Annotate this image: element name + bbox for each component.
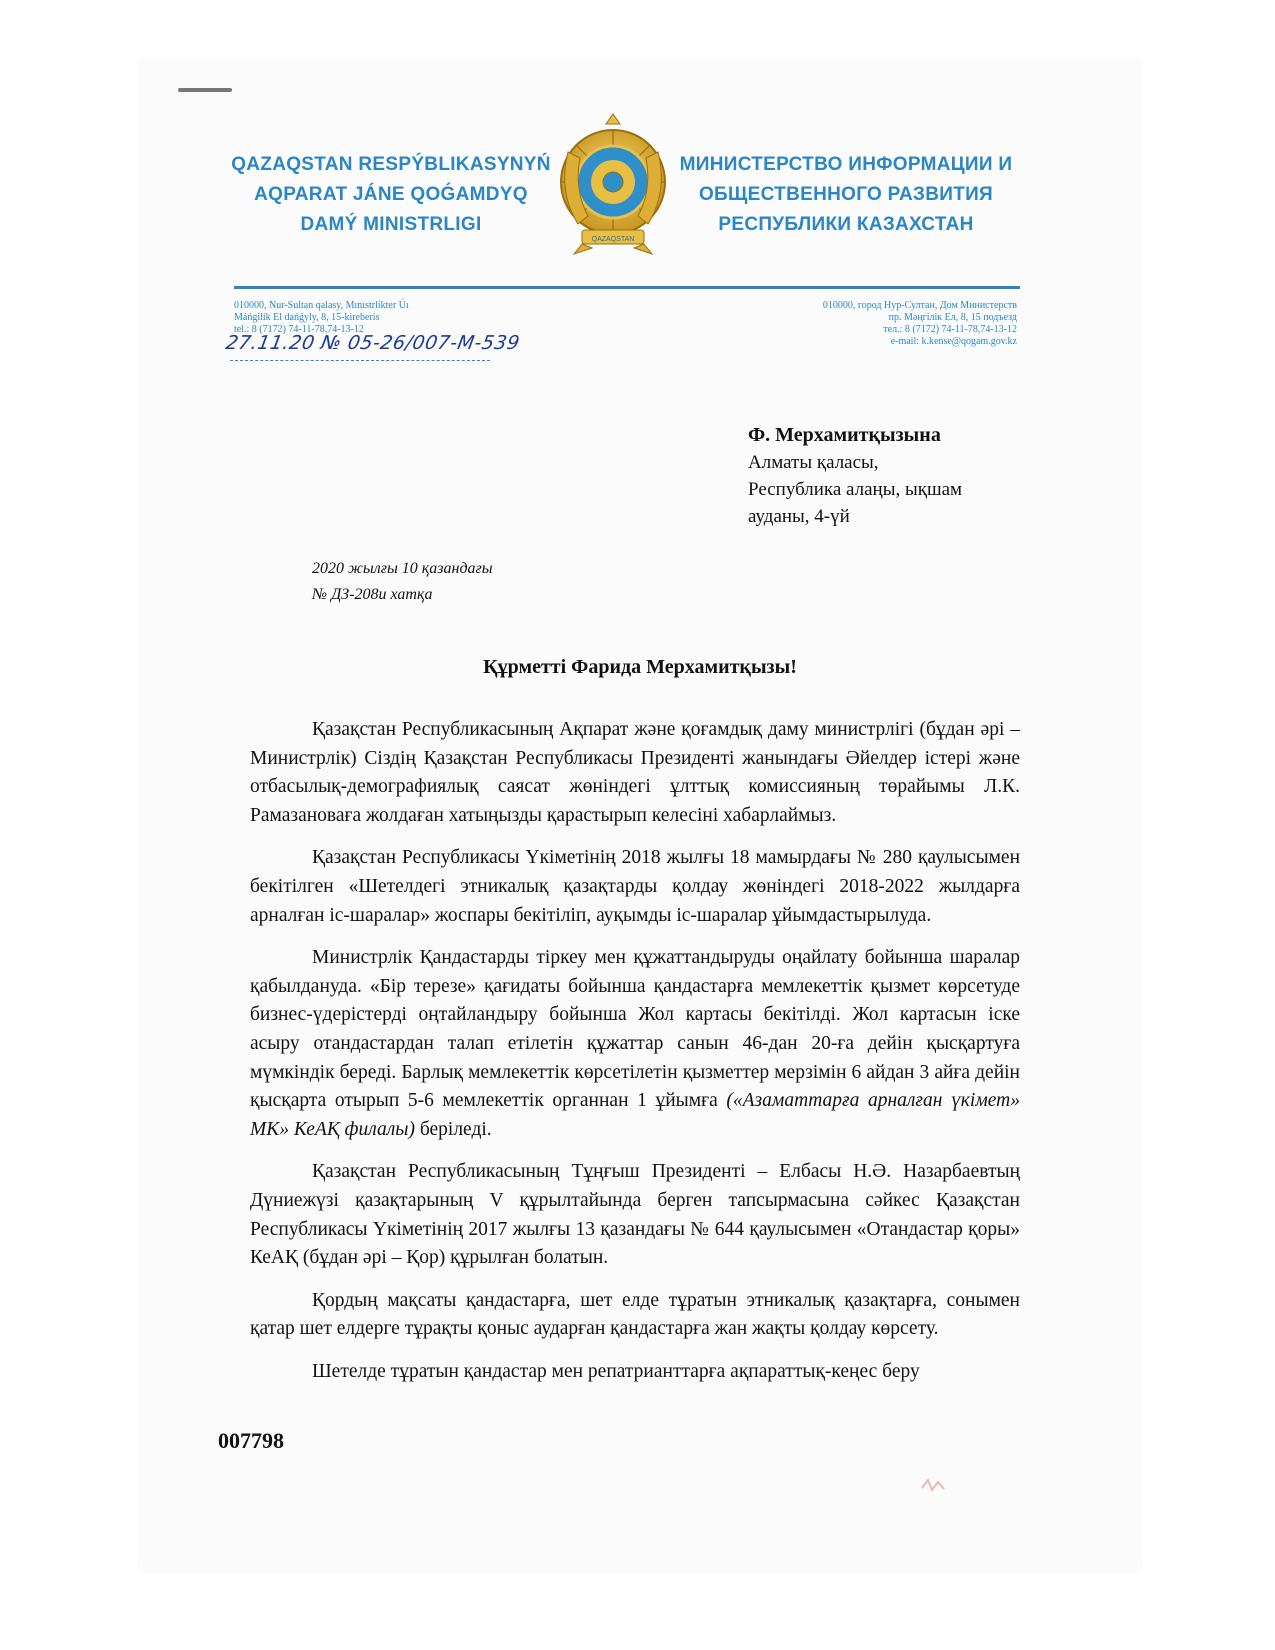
ministry-name-russian-line: ОБЩЕСТВЕННОГО РАЗВИТИЯ xyxy=(698,184,994,205)
address-line: 010000, город Нур-Султан, Дом Министерств xyxy=(822,300,1017,311)
document-id: 007798 xyxy=(218,1428,284,1453)
ministry-name-kazakh-line: QAZAQSTAN RESPÝBLIKASYNYŃ xyxy=(231,154,551,175)
paragraph: Қордың мақсаты қандастарға, шет елде тұратын этникалық қазақтарға, сонымен қатар шет елдерге тұрақты қоныс аударған қандастарға жан жақты қолдау көрсету. xyxy=(250,1289,1020,1340)
registration-stamp xyxy=(218,332,522,366)
reference-line: № ДЗ-208и хатқа xyxy=(312,586,433,603)
paragraph-text: беріледі. xyxy=(419,1118,492,1140)
ministry-name-kazakh-line: AQPARAT JÁNE QOǴAMDYQ xyxy=(254,184,528,205)
address-line: 010000, Nur-Sultan qalasy, Mınıstrlikter Úı xyxy=(234,300,409,311)
state-emblem-icon xyxy=(558,112,668,258)
ministry-name-kazakh xyxy=(226,150,556,240)
letter-reference xyxy=(312,556,493,608)
address-line: пр. Мәңгілік Ел, 8, 15 подъезд xyxy=(888,312,1017,323)
paragraph-italic-text: («Азаматтарға арналған үкімет» МК» КеАҚ филалы) xyxy=(250,1090,1021,1140)
letter-body xyxy=(250,716,1020,1386)
recipient-address-line: Республика алаңы, ықшам xyxy=(748,479,963,500)
ministry-name-russian-line: МИНИСТЕРСТВО ИНФОРМАЦИИ И xyxy=(679,154,1013,175)
paragraph: Шетелде тұратын қандастар мен репатрианттарға ақпараттық-кеңес беру xyxy=(312,1360,920,1382)
paragraph: Қазақстан Республикасының Тұңғыш Президенті – Елбасы Н.Ә. Назарбаевтың Дүниежүзі қазақтарының V құрылтайында берген тапсырмасына сәйкес Қазақстан Республикасы Үкіметінің 2017 жылғы 13 қазандағы № 644 қаулысымен «Отандастар қоры» КеАҚ (бұдан әрі – Қор) құрылған болатын. xyxy=(250,1161,1020,1269)
header-divider xyxy=(234,286,1020,289)
paragraph-text: Министрлік Қандастарды тіркеу мен құжаттандыруды оңайлату бойынша шаралар қабылдануда. «Бір терезе» қағидаты бойынша қандастарға мемлекеттік қызмет көрсетуде бизнес-үдерістерді оңтайландыру бойынша Жол картасы бекітілді. Жол картасын іске асыру отандастардан талап етілетін құжаттар санын 46-дан 20-ға дейін қысқартуға мүмкіндік береді. Барлық мемлекеттік көрсетілетін қызметтер мерзімін 6 айдан 3 айға дейін қысқарта отырып 5-6 мемлекеттік органнан 1 ұйымға xyxy=(250,947,1020,1112)
registration-number: 27.11.20 № 05-26/007-М-539 xyxy=(224,332,522,354)
address-line: тел.: 8 (7172) 74-11-78,74-13-12 xyxy=(883,324,1017,335)
address-russian xyxy=(823,300,1017,348)
recipient-block xyxy=(748,422,962,530)
paper-speck-icon xyxy=(920,1476,946,1494)
address-line: e-mail: k.kense@qogam.gov.kz xyxy=(890,336,1017,347)
paragraph: Қазақстан Республикасы Үкіметінің 2018 жылғы 18 мамырдағы № 280 қаулысымен бекітілген «Шетелдегі этникалық қазақтарды қолдау жөніндегі 2018-2022 жылдарға арналған іс-шаралар» жоспары бекітіліп, ауқымды іс-шаралар ұйымдастырылуда. xyxy=(250,847,1020,926)
registration-underline xyxy=(230,360,490,361)
corner-mark xyxy=(178,88,232,92)
salutation: Құрметті Фарида Мерхамитқызы! xyxy=(483,656,797,678)
ministry-name-kazakh-line: DAMÝ MINISTRLIGI xyxy=(300,214,482,235)
ministry-name-russian xyxy=(676,150,1016,240)
ministry-name-russian-line: РЕСПУБЛИКИ КАЗАХСТАН xyxy=(718,214,974,235)
address-kazakh xyxy=(234,300,409,336)
address-line: tel.: 8 (7172) 74-11-78,74-13-12 xyxy=(234,324,364,335)
reference-line: 2020 жылғы 10 қазандағы xyxy=(312,560,493,577)
emblem-text: QAZAQSTAN xyxy=(591,236,635,243)
recipient-address-line: Алматы қаласы, xyxy=(748,452,879,473)
paragraph xyxy=(250,944,1020,1144)
address-line: Máńgilik El dańǵyly, 8, 15-kireberis xyxy=(234,312,380,323)
recipient-address-line: ауданы, 4-үй xyxy=(748,506,850,527)
paragraph: Қазақстан Республикасының Ақпарат және қоғамдық даму министрлігі (бұдан әрі – Министрлік) Сіздің Қазақстан Республикасы Президенті жанындағы Әйелдер істері және отбасылық-демографиялық саясат жөніндегі ұлттық комиссияның төрайымы Л.К. Рамазановаға жолдаған хатыңызды қарастырып келесіні хабарлаймыз. xyxy=(250,719,1020,826)
recipient-name: Ф. Мерхамитқызына xyxy=(748,424,941,446)
